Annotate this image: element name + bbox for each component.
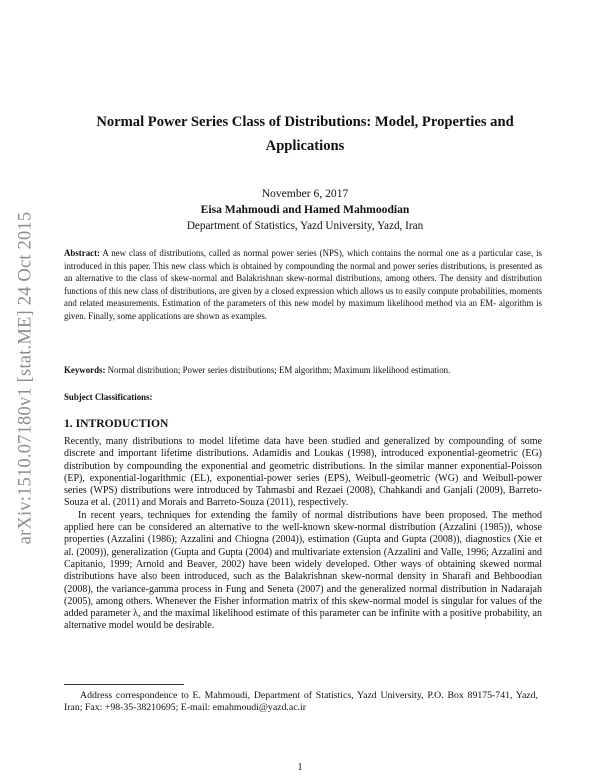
- arxiv-identifier: [6, 0, 46, 776]
- paper-date: November 6, 2017: [261, 187, 349, 200]
- keywords: [64, 364, 542, 377]
- footnote: Address correspondence to E. Mahmoudi, Department of Statistics, Yazd University, P.O. Box 89175-741, Yazd, Iran; Fax: +98-35-38210695; E-mail: emahmoudi@yazd.ac.ir: [64, 690, 538, 713]
- arxiv-identifier-text: arXiv:1510.07180v1 [stat.ME] 24 Oct 2015: [15, 211, 36, 545]
- footnote-divider: [64, 684, 184, 685]
- introduction-body: [64, 436, 542, 633]
- keywords-label: Keywords:: [64, 365, 106, 375]
- abstract-label: Abstract:: [64, 248, 100, 258]
- page-number: 1: [297, 762, 303, 773]
- paragraph: In recent years, techniques for extending the family of normal distributions have been proposed. The method applied here can be considered an alternative to the well-known skew-normal distribution (Azzalini (1985)), whose properties (Azzalini (1986); Azzalini and Chiogna (2004)), estimation (Gupta and Gupta (2008)), diagnostics (Xie et al. (2009)), generalization (Gupta and Gupta (2004) and multivariate extension (Azzalini and Valle, 1996; Azzalini and Capitanio, 1999; Arnold and Beaver, 2002) have been widely developed. Other ways of obtaining skewed normal distributions have also been introduced, such as the Balakrishnan skew-normal density in Sharafi and Behboodian (2008), the variance-gamma process in Fung and Seneta (2007) and the generalized normal distribution in Nadarajah (2005), among others. Whenever the Fisher information matrix of this skew-normal model is singular for values of the added parameter λ, and the maximal likelihood estimate of this parameter can be infinite with a positive probability, an alternative model would be desirable.: [64, 509, 542, 632]
- abstract: [64, 247, 542, 322]
- paper-title: Normal Power Series Class of Distributions: Model, Properties and Applications: [96, 114, 514, 154]
- keywords-text: Normal distribution; Power series distributions; EM algorithm; Maximum likelihood estimation.: [105, 365, 451, 375]
- paper-authors: Eisa Mahmoudi and Hamed Mahmoodian: [200, 203, 410, 216]
- section-heading: 1. INTRODUCTION: [64, 417, 169, 430]
- subject-classifications: Subject Classifications:: [64, 392, 153, 402]
- abstract-text: A new class of distributions, called as normal power series (NPS), which contains the normal one as a particular case, is introduced in this paper. This new class which is obtained by compounding the normal and power series distributions, is presented as an alternative to the class of skew-normal and Balakrishnan skew-normal distributions, among others. The density and distribution functions of this new class of distributions, are given by a closed expression which allows us to easily compute probabilities, moments and related measurements. Estimation of the parameters of this new model by maximum likelihood method via an EM- algorithm is given. Finally, some applications are shown as examples.: [64, 248, 542, 321]
- paragraph: Recently, many distributions to model lifetime data have been studied and generalized by compounding of some discrete and important lifetime distributions. Adamidis and Loukas (1998), introduced exponential-geometric (EG) distribution by compounding the exponential and geometric distributions. In the similar manner exponential-Poisson (EP), exponential-logarithmic (EL), exponential-power series (EPS), Weibull-geometric (WG) and Weibull-power series (WPS) distributions were introduced by Tahmasbi and Rezaei (2008), Chahkandi and Ganjali (2009), Barreto-Souza et al. (2011) and Morais and Barreto-Souza (2011), respectively.: [64, 436, 542, 509]
- paper-affiliation: Department of Statistics, Yazd University, Yazd, Iran: [186, 220, 424, 232]
